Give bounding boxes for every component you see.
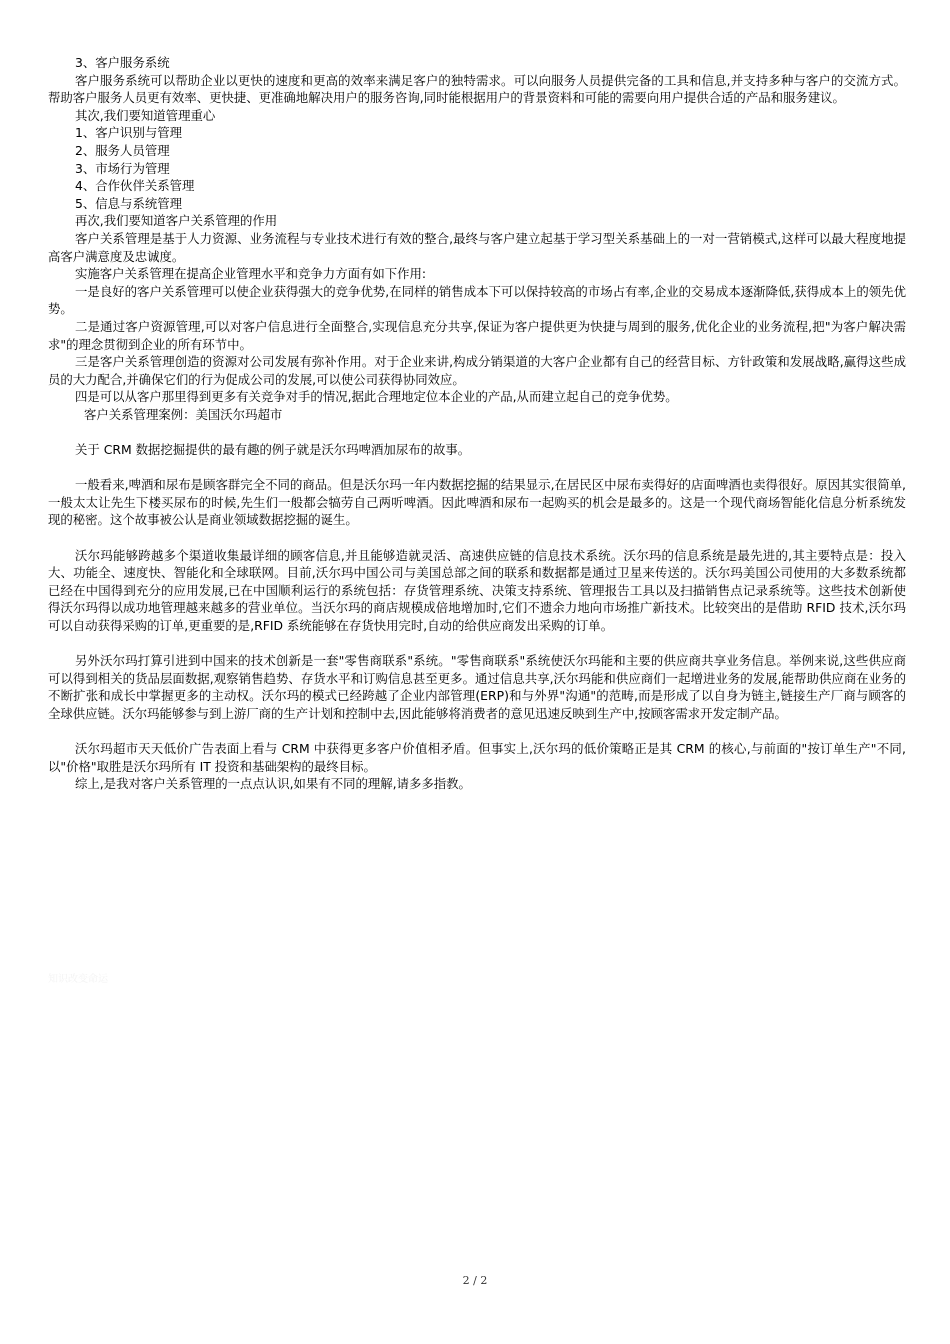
paragraph: 四是可以从客户那里得到更多有关竞争对手的情况,据此合理地定位本企业的产品,从而建立起自己的竞争优势。 — [75, 389, 678, 405]
page-number: 2 / 2 — [462, 1274, 488, 1287]
list-item: 3、市场行为管理 — [75, 160, 170, 176]
paragraph: 另外沃尔玛打算引进到中国来的技术创新是一套"零售商联系"系统。"零售商联系"系统使沃尔玛能和主要的供应商共享业务信息。举例来说,这些供应商可以得到相关的货品层面数据,观察销售趋势、存货水平和订购信息甚至更多。通过信息共享,沃尔玛能和供应商们一起增进业务的发展,能帮助供应商在业务的不断扩张和成长中掌握更多的主动权。沃尔玛的模式已经跨越了企业内部管理(ERP)和与外界"沟通"的范畴,而是形成了以自身为链主,链接生产厂商与顾客的全球供应链。沃尔玛能够参与到上游厂商的生产计划和控制中去,因此能够将消费者的意见迅速反映到生产中,按顾客需求开发定制产品。 — [48, 653, 906, 721]
heading-crm-role: 再次,我们要知道客户关系管理的作用 — [75, 213, 278, 229]
case-title: 客户关系管理案例：美国沃尔玛超市 — [84, 406, 283, 422]
list-item: 1、客户识别与管理 — [75, 125, 183, 141]
paragraph: 沃尔玛超市天天低价广告表面上看与 CRM 中获得更多客户价值相矛盾。但事实上,沃尔玛的低价策略正是其 CRM 的核心,与前面的"按订单生产"不同,以"价格"取胜是沃尔玛所有 IT 投资和基础架构的最终目标。 — [48, 741, 906, 774]
watermark: 知识改变命运 — [48, 974, 108, 985]
spacer — [48, 423, 906, 441]
paragraph: 综上,是我对客户关系管理的一点点认识,如果有不同的理解,请多多指教。 — [75, 776, 471, 792]
spacer — [48, 459, 906, 477]
paragraph: 二是通过客户资源管理,可以对客户信息进行全面整合,实现信息充分共享,保证为客户提供更为快捷与周到的服务,优化企业的业务流程,把"为客户解决需求"的理念贯彻到企业的所有环节中。 — [48, 318, 906, 352]
paragraph: 三是客户关系管理创造的资源对公司发展有弥补作用。对于企业来讲,构成分销渠道的大客户企业都有自己的经营目标、方针政策和发展战略,赢得这些成员的大力配合,并确保它们的行为促成公司的发展,可以使公司获得协同效应。 — [48, 354, 906, 387]
spacer — [48, 635, 906, 653]
heading-management-focus: 其次,我们要知道管理重心 — [75, 107, 216, 123]
spacer — [48, 529, 906, 547]
paragraph: 一般看来,啤酒和尿布是顾客群完全不同的商品。但是沃尔玛一年内数据挖掘的结果显示,在居民区中尿布卖得好的店面啤酒也卖得很好。原因其实很简单,一般太太让先生下楼买尿布的时候,先生们一般都会犒劳自己两听啤酒。因此啤酒和尿布一起购买的机会是最多的。这是一个现代商场智能化信息分析系统发现的秘密。这个故事被公认是商业领域数据挖掘的诞生。 — [48, 477, 906, 528]
spacer — [48, 723, 906, 741]
paragraph: 关于 CRM 数据挖掘提供的最有趣的例子就是沃尔玛啤酒加尿布的故事。 — [75, 442, 471, 458]
paragraph: 客户关系管理是基于人力资源、业务流程与专业技术进行有效的整合,最终与客户建立起基于学习型关系基础上的一对一营销模式,这样可以最大程度地提高客户满意度及忠诚度。 — [48, 230, 906, 264]
paragraph: 一是良好的客户关系管理可以使企业获得强大的竞争优势,在同样的销售成本下可以保持较高的市场占有率,企业的交易成本逐渐降低,获得成本上的领先优势。 — [48, 283, 906, 317]
list-item: 4、合作伙伴关系管理 — [75, 178, 195, 194]
paragraph: 实施客户关系管理在提高企业管理水平和竞争力方面有如下作用: — [75, 266, 427, 282]
paragraph: 客户服务系统可以帮助企业以更快的速度和更高的效率来满足客户的独特需求。可以向服务人员提供完备的工具和信息,并支持多种与客户的交流方式。帮助客户服务人员更有效率、更快捷、更准确地解决用户的服务咨询,同时能根据用户的背景资料和可能的需要向用户提供合适的产品和服务建议。 — [48, 72, 906, 106]
paragraph: 沃尔玛能够跨越多个渠道收集最详细的顾客信息,并且能够造就灵活、高速供应链的信息技术系统。沃尔玛的信息系统是最先进的,其主要特点是：投入大、功能全、速度快、智能化和全球联网。目前,沃尔玛中国公司与美国总部之间的联系和数据都是通过卫星来传送的。沃尔玛美国公司使用的大多数系统都已经在中国得到充分的应用发展,已在中国顺利运行的系统包括：存货管理系统、决策支持系统、管理报告工具以及扫描销售点记录系统等。这些技术创新使得沃尔玛得以成功地管理越来越多的营业单位。当沃尔玛的商店规模成倍地增加时,它们不遗余力地向市场推广新技术。比较突出的是借助 RFID 技术,沃尔玛可以自动获得采购的订单,更重要的是,RFID 系统能够在存货快用完时,自动的给供应商发出采购的订单。 — [48, 547, 906, 633]
document-body — [48, 54, 906, 793]
list-item: 2、服务人员管理 — [75, 142, 170, 158]
list-item: 5、信息与系统管理 — [75, 195, 183, 211]
heading-customer-service-system: 3、客户服务系统 — [75, 55, 170, 70]
